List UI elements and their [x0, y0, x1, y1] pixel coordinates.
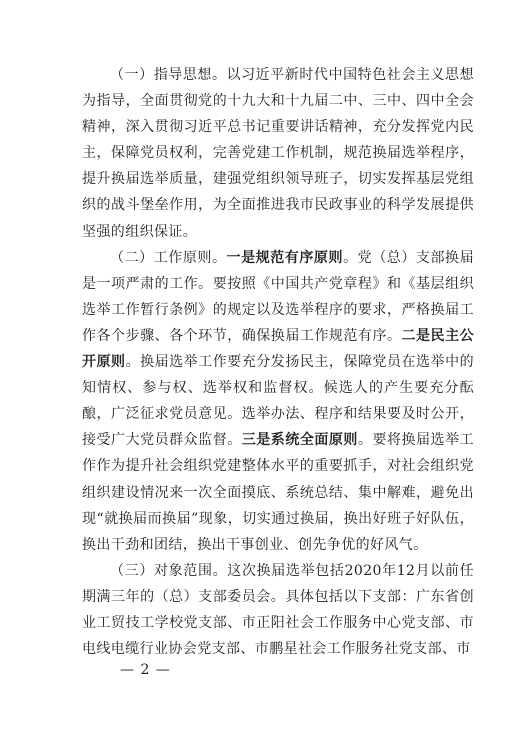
- bold-principle-heading: 二是民主公开原则: [82, 327, 474, 371]
- section-target-scope: [82, 558, 474, 662]
- paragraph-text: （一）指导思想。以习近平新时代中国特色社会主义思想为指导，全面贯彻党的十九大和十九届二中、三中、四中全会精神，深入贯彻习近平总书记重要讲话精神，充分发挥党内民主，保障党员权利，完善党建工作机制，规范换届选举程序，提升换届选举质量，建强党组织领导班子，切实发挥基层党组织的战斗堡垒作用，为全面推进我市民政事业的科学发展提供坚强的组织保证。: [82, 67, 474, 240]
- paragraph-text: （三）对象范围。这次换届选举包括2020年12月以前任期满三年的（总）支部委员会。具体包括以下支部：广东省创业工贸技工学校党支部、市正阳社会工作服务中心党支部、市电线电缆行业协会党支部、市鹏星社会工作服务社党支部、市: [82, 562, 474, 658]
- paragraph-text: 。党（总）支部换届是一项严肃的工作。要按照《中国共产党章程》和《基层组织选举工作暂行条例》的规定以及选举程序的要求，严格换届工作各个步骤、各个环节，确保换届工作规范有序。: [82, 249, 474, 344]
- document-body: [82, 62, 474, 662]
- paragraph-text: （二）工作原则。: [110, 249, 227, 266]
- bold-principle-heading: 一是规范有序原则: [226, 249, 344, 266]
- section-guiding-ideology: [82, 62, 474, 245]
- page-number: — 2 —: [120, 662, 171, 678]
- paragraph-text: 。要将换届选举工作作为提升社会组织党建整体水平的重要抓手，对社会组织党组织建设情况来一次全面摸底、系统总结、集中解难，避免出现“就换届而换届”现象，切实通过换届，换出好班子好队伍，换出干劲和团结，换出干事创业、创先争优的好风气。: [82, 432, 474, 553]
- paragraph-text: 。换届选举工作要充分发扬民主，保障党员在选举中的知情权、参与权、选举权和监督权。候选人的产生要充分酝酿，广泛征求党员意见。选举办法、程序和结果要及时公开，接受广大党员群众监督。: [82, 354, 474, 449]
- bold-principle-heading: 三是系统全面原则: [241, 432, 358, 449]
- section-working-principles: [82, 245, 474, 558]
